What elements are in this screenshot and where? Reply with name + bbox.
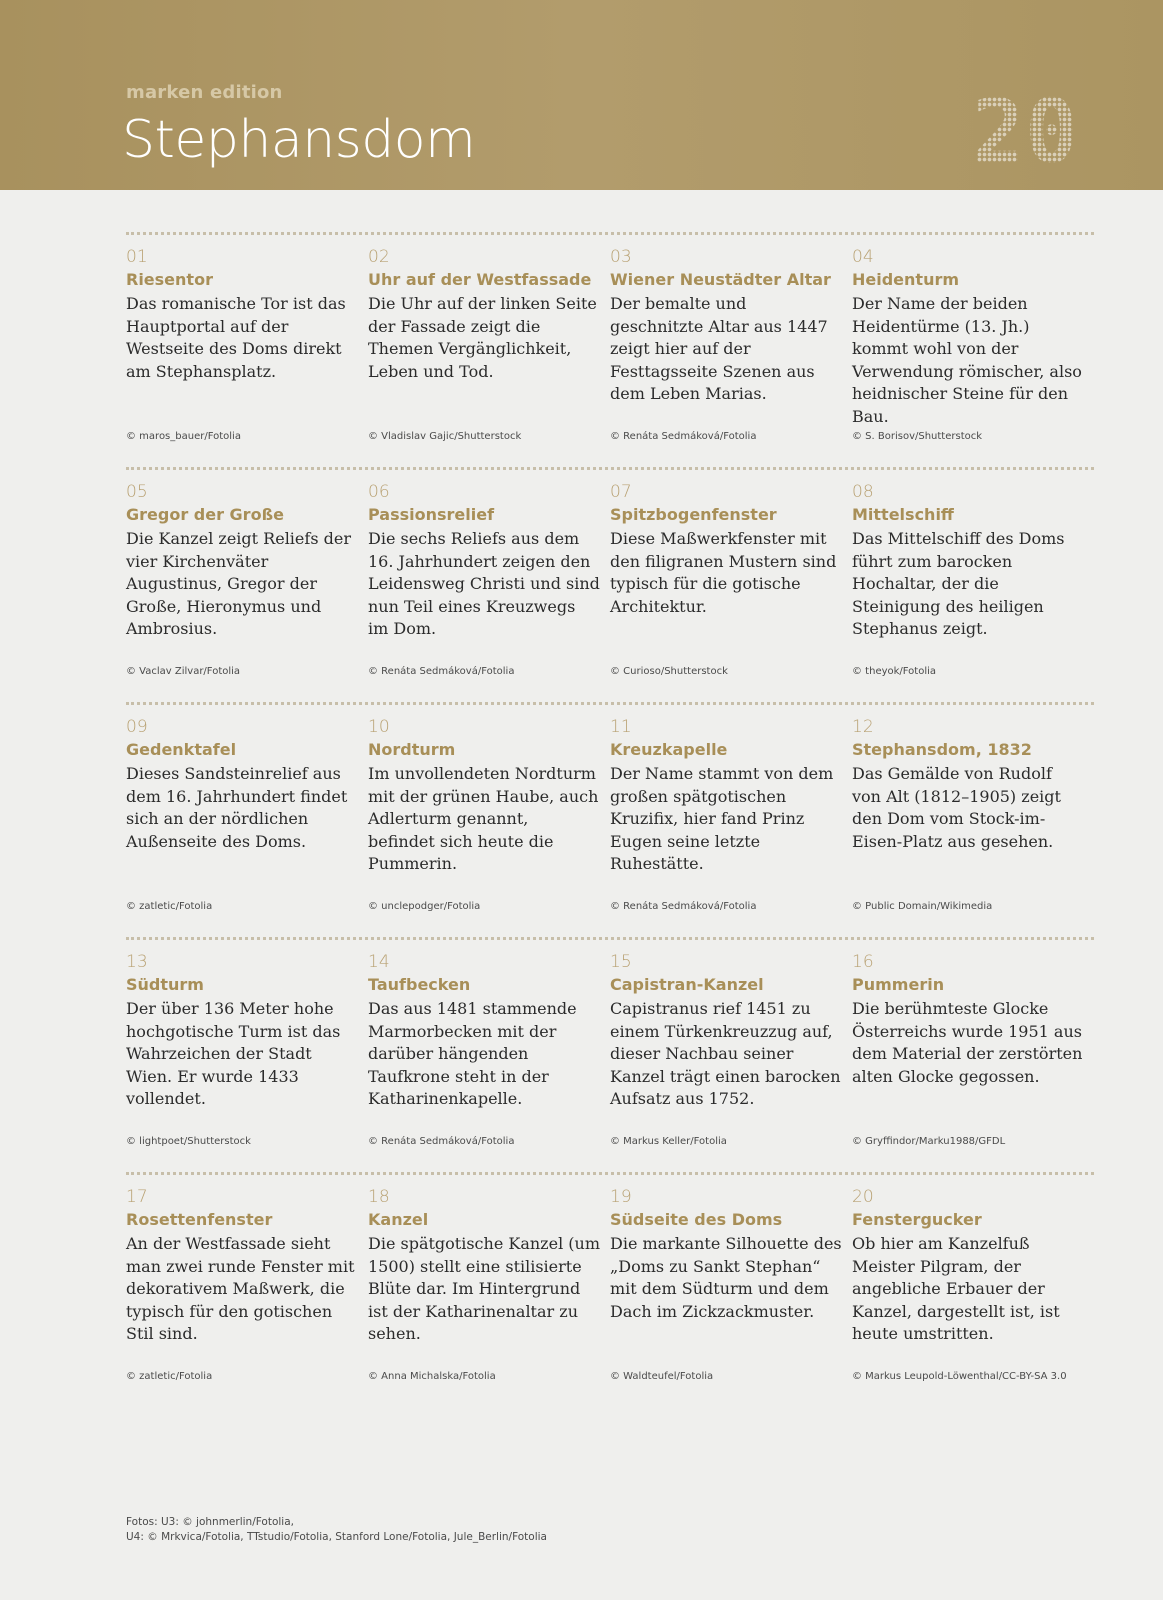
stamp-entry [368, 1175, 610, 1407]
stamp-title: Taufbecken [368, 975, 471, 994]
stamp-description: Das romanische Tor ist das Hauptportal auf der Westseite des Doms direkt am Stephansplatz. [126, 294, 346, 381]
stamp-entry [368, 705, 610, 937]
stamp-entry [126, 235, 368, 467]
stamp-description: Die Uhr auf der linken Seite der Fassade zeigt die Themen Vergänglichkeit, Leben und Tod. [368, 294, 597, 381]
photo-credit: © Curioso/Shutterstock [610, 666, 728, 677]
stamp-entry [368, 235, 610, 467]
photo-credit: © Waldteufel/Fotolia [610, 1371, 714, 1382]
photo-credit: © Renáta Sedmáková/Fotolia [610, 901, 757, 912]
photo-credits-footer [126, 1515, 547, 1545]
stamp-number: 14 [368, 952, 390, 972]
stamp-row [126, 937, 1094, 1172]
photo-credit: © Gryffindor/Marku1988/GFDL [852, 1136, 1006, 1147]
stamp-title: Spitzbogenfenster [610, 505, 777, 524]
stamp-description: Die Kanzel zeigt Reliefs der vier Kirchenväter Augustinus, Gregor der Große, Hieronymus und Ambrosius. [126, 529, 351, 638]
stamp-number: 19 [610, 1187, 632, 1207]
stamp-title: Pummerin [852, 975, 945, 994]
stamp-number: 13 [126, 952, 148, 972]
stamp-title: Heidenturm [852, 270, 960, 289]
stamp-entry [610, 940, 852, 1172]
stamp-title: Kreuzkapelle [610, 740, 728, 759]
stamp-description: Die spätgotische Kanzel (um 1500) stellt eine stilisierte Blüte dar. Im Hintergrund ist der Katharinenaltar zu sehen. [368, 1234, 600, 1343]
stamp-description: Das aus 1481 stammende Marmorbecken mit der darüber hängenden Taufkrone steht in der Katharinenkapelle. [368, 999, 577, 1108]
stamp-title: Passionsrelief [368, 505, 495, 524]
photo-credit: © Vladislav Gajic/Shutterstock [368, 431, 522, 442]
photo-credit: © Renáta Sedmáková/Fotolia [368, 666, 515, 677]
stamp-entry [852, 235, 1094, 467]
stamp-title: Stephansdom, 1832 [852, 740, 1032, 759]
stamp-number: 11 [610, 717, 632, 737]
footer-line-1: Fotos: U3: © johnmerlin/Fotolia, [126, 1516, 294, 1528]
photo-credit: © zatletic/Fotolia [126, 1371, 213, 1382]
stamp-number: 15 [610, 952, 632, 972]
stamp-description: Im unvollendeten Nordturm mit der grünen Haube, auch Adlerturm genannt, befindet sich heute die Pummerin. [368, 764, 599, 873]
stamp-number: 05 [126, 482, 148, 502]
stamp-entry [852, 940, 1094, 1172]
photo-credit: © unclepodger/Fotolia [368, 901, 481, 912]
stamp-number: 01 [126, 247, 148, 267]
stamp-entry [852, 1175, 1094, 1407]
stamp-description: Der Name der beiden Heidentürme (13. Jh.) kommt wohl von der Verwendung römischer, also heidnischer Steine für den Bau. [852, 294, 1082, 426]
stamp-title: Gedenktafel [126, 740, 237, 759]
stamp-title: Capistran-Kanzel [610, 975, 764, 994]
photo-credit: © maros_bauer/Fotolia [126, 431, 241, 442]
stamp-title: Südseite des Doms [610, 1210, 783, 1229]
stamp-entry [610, 705, 852, 937]
stamp-entry [126, 705, 368, 937]
stamp-number: 03 [610, 247, 632, 267]
stamp-number: 18 [368, 1187, 390, 1207]
stamp-title: Uhr auf der Westfassade [368, 270, 592, 289]
stamp-number: 02 [368, 247, 390, 267]
stamp-number: 12 [852, 717, 874, 737]
stamp-description: Capistranus rief 1451 zu einem Türkenkreuzzug auf, dieser Nachbau seiner Kanzel trägt einen barocken Aufsatz aus 1752. [610, 999, 841, 1108]
stamp-title: Gregor der Große [126, 505, 284, 524]
stamp-number: 04 [852, 247, 874, 267]
stamp-title: Mittelschiff [852, 505, 954, 524]
stamp-description: Der über 136 Meter hohe hochgotische Turm ist das Wahrzeichen der Stadt Wien. Er wurde 1433 vollendet. [126, 999, 341, 1108]
stamp-title: Fenstergucker [852, 1210, 982, 1229]
stamp-number: 07 [610, 482, 632, 502]
photo-credit: © theyok/Fotolia [852, 666, 937, 677]
stamp-entry [126, 1175, 368, 1407]
stamp-description: An der Westfassade sieht man zwei runde Fenster mit dekorativem Maßwerk, die typisch für den gotischen Stil sind. [126, 1234, 355, 1343]
stamp-grid [126, 232, 1094, 1407]
stamp-number: 10 [368, 717, 390, 737]
stamp-description: Der bemalte und geschnitzte Altar aus 1447 zeigt hier auf der Festtagsseite Szenen aus dem Leben Marias. [610, 294, 828, 403]
stamp-description: Das Gemälde von Rudolf von Alt (1812–1905) zeigt den Dom vom Stock-im-Eisen-Platz aus gesehen. [852, 764, 1061, 851]
photo-credit: © Renáta Sedmáková/Fotolia [368, 1136, 515, 1147]
photo-credit: © Markus Leupold-Löwenthal/CC-BY-SA 3.0 [852, 1371, 1067, 1382]
stamp-number: 08 [852, 482, 874, 502]
photo-credit: © zatletic/Fotolia [126, 901, 213, 912]
page-number-dotted: 20 [972, 80, 1078, 183]
stamp-entry [610, 235, 852, 467]
stamp-row [126, 467, 1094, 702]
stamp-title: Wiener Neustädter Altar [610, 270, 831, 289]
page-title: Stephansdom [122, 110, 476, 170]
footer-line-2: U4: © Mrkvica/Fotolia, TTstudio/Fotolia, Stanford Lone/Fotolia, Jule_Berlin/Fotolia [126, 1531, 547, 1543]
stamp-description: Der Name stammt von dem großen spätgotischen Kruzifix, hier fand Prinz Eugen seine letzte Ruhestätte. [610, 764, 834, 873]
stamp-number: 20 [852, 1187, 874, 1207]
stamp-description: Das Mittelschiff des Doms führt zum barocken Hochaltar, der die Steinigung des heiligen Stephanus zeigt. [852, 529, 1065, 638]
stamp-entry [126, 940, 368, 1172]
photo-credit: © Vaclav Zilvar/Fotolia [126, 666, 241, 677]
stamp-description: Ob hier am Kanzelfuß Meister Pilgram, der angebliche Erbauer der Kanzel, dargestellt ist, ist heute umstritten. [852, 1234, 1060, 1343]
stamp-entry [852, 705, 1094, 937]
photo-credit: © Public Domain/Wikimedia [852, 901, 993, 912]
stamp-entry [126, 470, 368, 702]
header-banner [0, 0, 1163, 190]
edition-label: marken edition [126, 82, 283, 103]
stamp-row [126, 702, 1094, 937]
stamp-number: 09 [126, 717, 148, 737]
stamp-entry [610, 470, 852, 702]
stamp-entry [368, 470, 610, 702]
photo-credit: © S. Borisov/Shutterstock [852, 431, 983, 442]
stamp-number: 06 [368, 482, 390, 502]
stamp-row [126, 1172, 1094, 1407]
stamp-description: Diese Maßwerkfenster mit den filigranen Mustern sind typisch für die gotische Architektur. [610, 529, 837, 616]
photo-credit: © lightpoet/Shutterstock [126, 1136, 251, 1147]
stamp-description: Dieses Sandsteinrelief aus dem 16. Jahrhundert findet sich an der nördlichen Außenseite des Doms. [126, 764, 348, 851]
stamp-title: Kanzel [368, 1210, 429, 1229]
photo-credit: © Renáta Sedmáková/Fotolia [610, 431, 757, 442]
stamp-entry [368, 940, 610, 1172]
stamp-row [126, 232, 1094, 467]
stamp-number: 17 [126, 1187, 148, 1207]
photo-credit: © Markus Keller/Fotolia [610, 1136, 727, 1147]
photo-credit: © Anna Michalska/Fotolia [368, 1371, 496, 1382]
stamp-description: Die sechs Reliefs aus dem 16. Jahrhundert zeigen den Leidensweg Christi und sind nun Teil eines Kreuzwegs im Dom. [368, 529, 600, 638]
stamp-title: Südturm [126, 975, 204, 994]
stamp-description: Die berühmteste Glocke Österreichs wurde 1951 aus dem Material der zerstörten alten Glocke gegossen. [852, 999, 1083, 1086]
stamp-title: Rosettenfenster [126, 1210, 273, 1229]
stamp-title: Riesentor [126, 270, 213, 289]
stamp-title: Nordturm [368, 740, 456, 759]
stamp-description: Die markante Silhouette des „Doms zu Sankt Stephan“ mit dem Südturm und dem Dach im Zickzackmuster. [610, 1234, 842, 1321]
stamp-entry [852, 470, 1094, 702]
stamp-entry [610, 1175, 852, 1407]
stamp-number: 16 [852, 952, 874, 972]
